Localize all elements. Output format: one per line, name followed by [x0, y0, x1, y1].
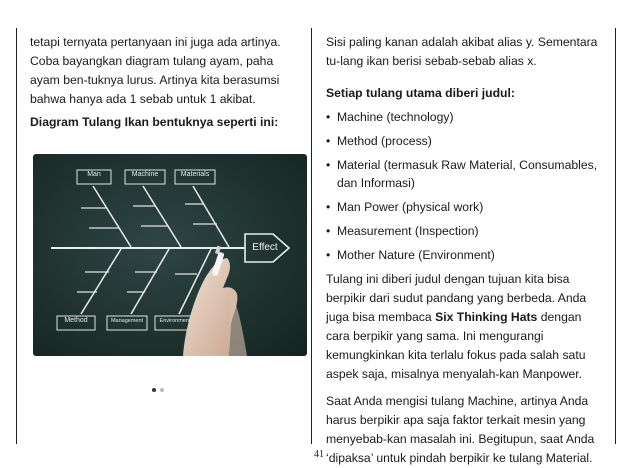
label-effect: Effect	[252, 242, 278, 253]
left-column	[30, 33, 302, 132]
label-man: Man	[87, 171, 101, 178]
list-item: • Machine (technology)	[326, 108, 608, 126]
label-materials: Materials	[180, 171, 210, 178]
page-number: 41	[314, 449, 324, 460]
label-method: Method	[64, 317, 88, 324]
left-intro-text: tetapi ternyata pertanyaan ini juga ada artinya. Coba bayangkan diagram tulang ayam, paha ayam ben-tuknya lurus. Artinya kita berasumsi bahwa hanya ada 1 sebab untuk 1 akibat.	[30, 35, 281, 106]
list-item: • Material (termasuk Raw Material, Consumables, dan Informasi)	[326, 156, 608, 192]
left-heading: Diagram Tulang Ikan bentuknya seperti ini:	[30, 115, 279, 129]
label-management: Management	[110, 318, 144, 324]
right-intro-text: Sisi paling kanan adalah akibat alias y. Sementara tu-lang ikan berisi sebab-sebab alias x.	[326, 35, 598, 68]
para1-text-end: dengan cara berpikir yang sama. Ini mengurangi kemungkinkan kita terlalu fokus pada salah satu aspek saja, misalnya menyalah-kan Manpower.	[326, 310, 586, 381]
list-item: • Method (process)	[326, 132, 608, 150]
list-item: • Mother Nature (Environment)	[326, 246, 608, 264]
paragraph-machine: Saat Anda mengisi tulang Machine, artinya Anda harus berpikir apa saja faktor terkait mesin yang menyebab-kan masalah ini. Begitupun, saat Anda ‘dipaksa’ untuk pindah berpikir ke tulang Material.	[326, 394, 595, 465]
fishbone-diagram-image	[33, 154, 307, 356]
six-thinking-hats-bold: Six Thinking Hats	[435, 310, 538, 324]
right-heading: Setiap tulang utama diberi judul:	[326, 86, 515, 100]
label-environment: Environment	[159, 318, 191, 324]
carousel-dot[interactable]	[160, 388, 164, 392]
list-item: • Measurement (Inspection)	[326, 222, 608, 240]
para1-text-start: Tulang ini diberi judul dengan tujuan kita bisa berpikir dari sudut pandang yang berbeda. Anda juga bisa membaca	[326, 272, 587, 324]
bone-list	[326, 108, 608, 264]
list-item: • Man Power (physical work)	[326, 198, 608, 216]
label-machine: Machine	[131, 171, 159, 178]
carousel-dot-active[interactable]	[152, 388, 156, 392]
column-divider	[311, 28, 312, 444]
carousel-dots[interactable]	[150, 388, 190, 396]
paragraph-tujuan	[326, 270, 608, 384]
right-column	[326, 33, 608, 468]
